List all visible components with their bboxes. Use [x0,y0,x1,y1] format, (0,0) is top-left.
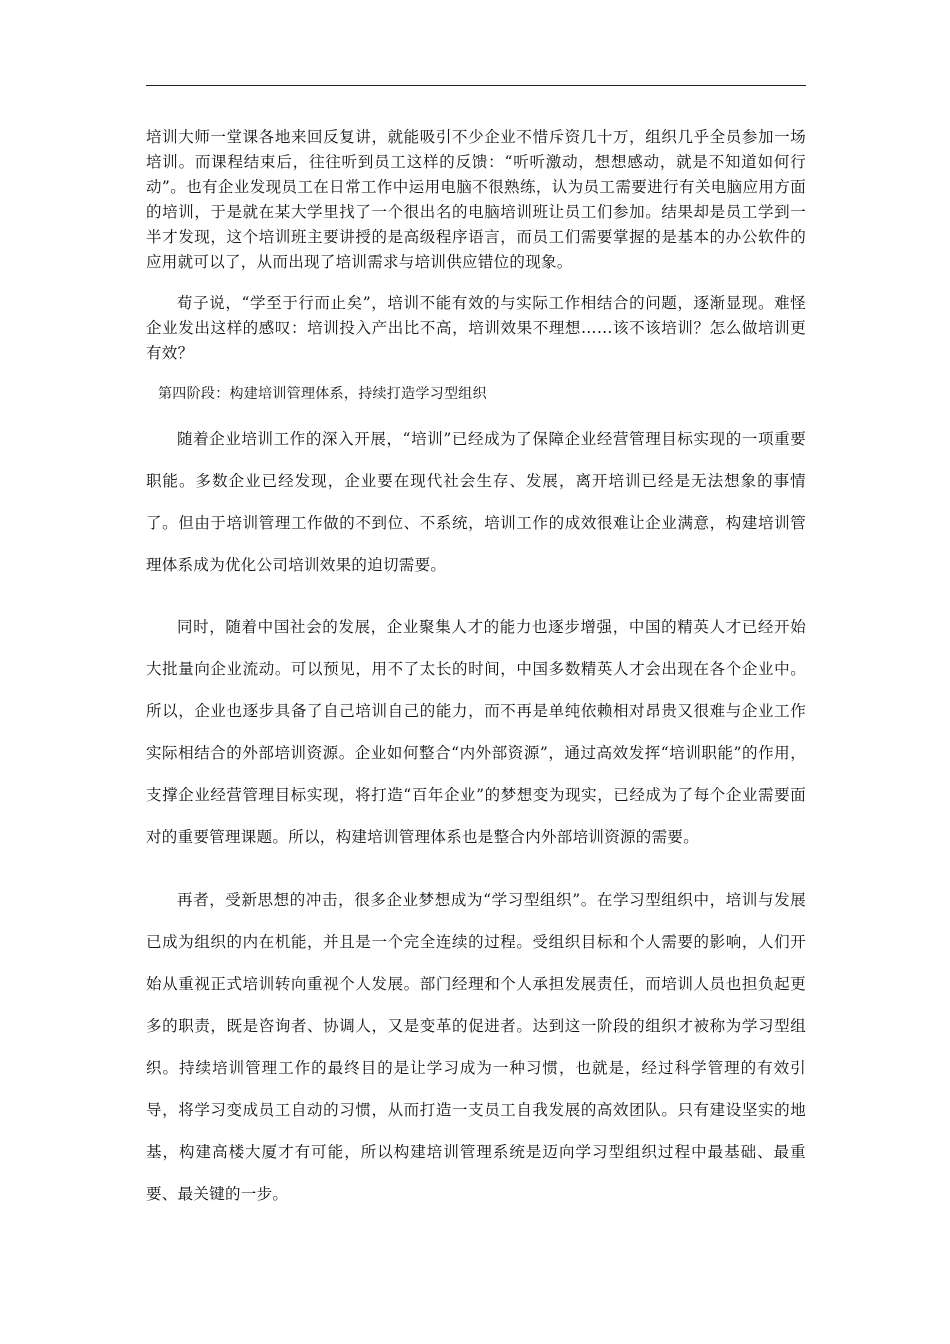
paragraph-talent-resources: 同时，随着中国社会的发展，企业聚集人才的能力也逐步增强，中国的精英人才已经开始大批量向企业流动。可以预见，用不了太长的时间，中国多数精英人才会出现在各个企业中。所以，企业也逐步具备了自己培训自己的能力，而不再是单纯依赖相对昂贵又很难与企业工作实际相结合的外部培训资源。企业如何整合“内外部资源”，通过高效发挥“培训职能”的作用，支撑企业经营管理目标实现，将打造“百年企业”的梦想变为现实，已经成为了每个企业需要面对的重要管理课题。所以，构建培训管理体系也是整合内外部培训资源的需要。 [146,618,806,846]
section-heading-stage-four: 第四阶段：构建培训管理体系，持续打造学习型组织 [158,386,487,402]
document-body [146,125,806,1215]
paragraph-xunzi-quote: 荀子说，“学至于行而止矣”，培训不能有效的与实际工作相结合的问题，逐渐显现。难怪企业发出这样的感叹：培训投入产出比不高，培训效果不理想……该不该培训？怎么做培训更有效？ [146,294,806,362]
paragraph-training-function: 随着企业培训工作的深入开展，“培训”已经成为了保障企业经营管理目标实现的一项重要职能。多数企业已经发现，企业要在现代社会生存、发展，离开培训已经是无法想象的事情了。但由于培训管理工作做的不到位、不系统，培训工作的成效很难让企业满意，构建培训管理体系成为优化公司培训效果的迫切需要。 [146,430,806,574]
header-rule [146,85,806,86]
paragraph-learning-organization: 再者，受新思想的冲击，很多企业梦想成为“学习型组织”。在学习型组织中，培训与发展已成为组织的内在机能，并且是一个完全连续的过程。受组织目标和个人需要的影响，人们开始从重视正式培训转向重视个人发展。部门经理和个人承担发展责任，而培训人员也担负起更多的职责，既是咨询者、协调人，又是变革的促进者。达到这一阶段的组织才被称为学习型组织。持续培训管理工作的最终目的是让学习成为一种习惯，也就是，经过科学管理的有效引导，将学习变成员工自动的习惯，从而打造一支员工自我发展的高效团队。只有建设坚实的地基，构建高楼大厦才有可能，所以构建培训管理系统是迈向学习型组织过程中最基础、最重要、最关键的一步。 [146,891,806,1203]
paragraph-training-mismatch: 培训大师一堂课各地来回反复讲，就能吸引不少企业不惜斥资几十万，组织几乎全员参加一场培训。而课程结束后，往往听到员工这样的反馈：“听听激动，想想感动，就是不知道如何行动”。也有企业发现员工在日常工作中运用电脑不很熟练，认为员工需要进行有关电脑应用方面的培训，于是就在某大学里找了一个很出名的电脑培训班让员工们参加。结果却是员工学到一半才发现，这个培训班主要讲授的是高级程序语言，而员工们需要掌握的是基本的办公软件的应用就可以了，从而出现了培训需求与培训供应错位的现象。 [146,128,806,271]
